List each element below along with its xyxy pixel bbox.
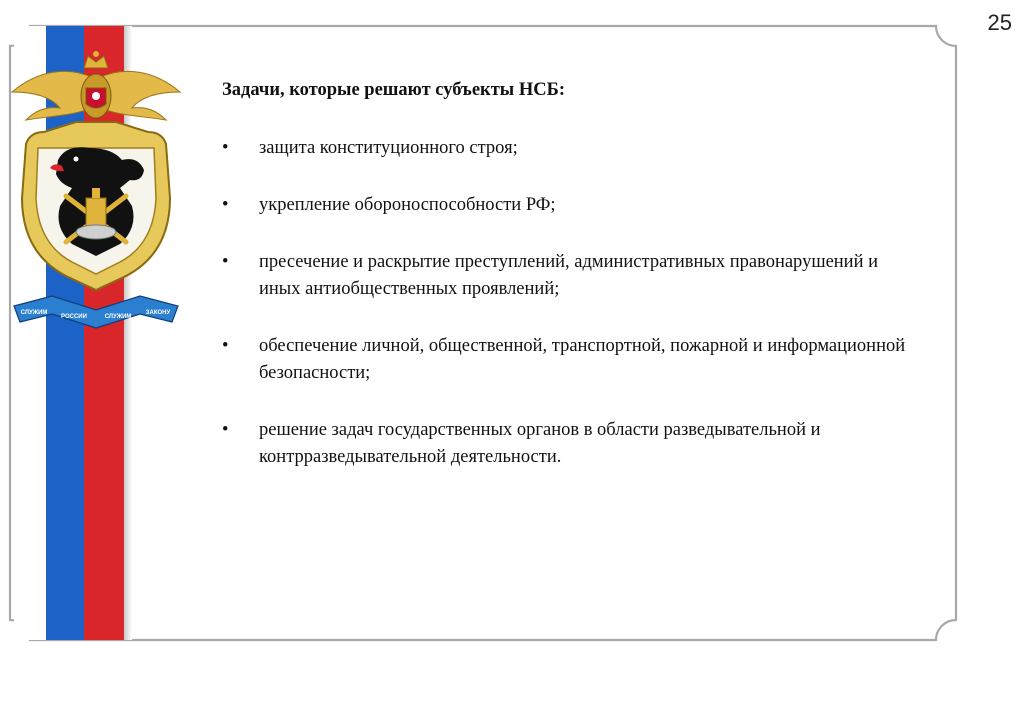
ribbon-word-4: ЗАКОНУ	[145, 310, 171, 316]
bullet-icon: •	[222, 195, 229, 215]
list-item	[222, 135, 922, 162]
bullet-icon: •	[222, 336, 229, 356]
task-text: укрепление обороноспособности РФ;	[259, 195, 556, 215]
task-text: решение задач государственных органов в области разведывательной и контрразведывательной деятельности.	[259, 420, 821, 467]
task-list	[222, 135, 922, 471]
police-emblem-icon	[8, 48, 184, 338]
task-text: пресечение и раскрытие преступлений, административных правонарушений и иных антиобщественных проявлений;	[259, 252, 879, 299]
task-text: обеспечение личной, общественной, транспортной, пожарной и информационной безопасности;	[259, 336, 906, 383]
slide-content	[222, 80, 922, 501]
bullet-icon: •	[222, 138, 229, 158]
slide-heading: Задачи, которые решают субъекты НСБ:	[222, 80, 565, 100]
bullet-icon: •	[222, 420, 229, 440]
page-number: 25	[987, 10, 1012, 35]
list-item	[222, 417, 922, 471]
list-item	[222, 249, 922, 303]
list-item	[222, 333, 922, 387]
ribbon-word-1: СЛУЖИМ	[20, 310, 48, 316]
bullet-icon: •	[222, 252, 229, 272]
ribbon-word-3: СЛУЖИМ	[104, 314, 132, 320]
task-text: защита конституционного строя;	[259, 138, 518, 158]
list-item	[222, 192, 922, 219]
ribbon-word-2: РОССИИ	[61, 314, 87, 320]
